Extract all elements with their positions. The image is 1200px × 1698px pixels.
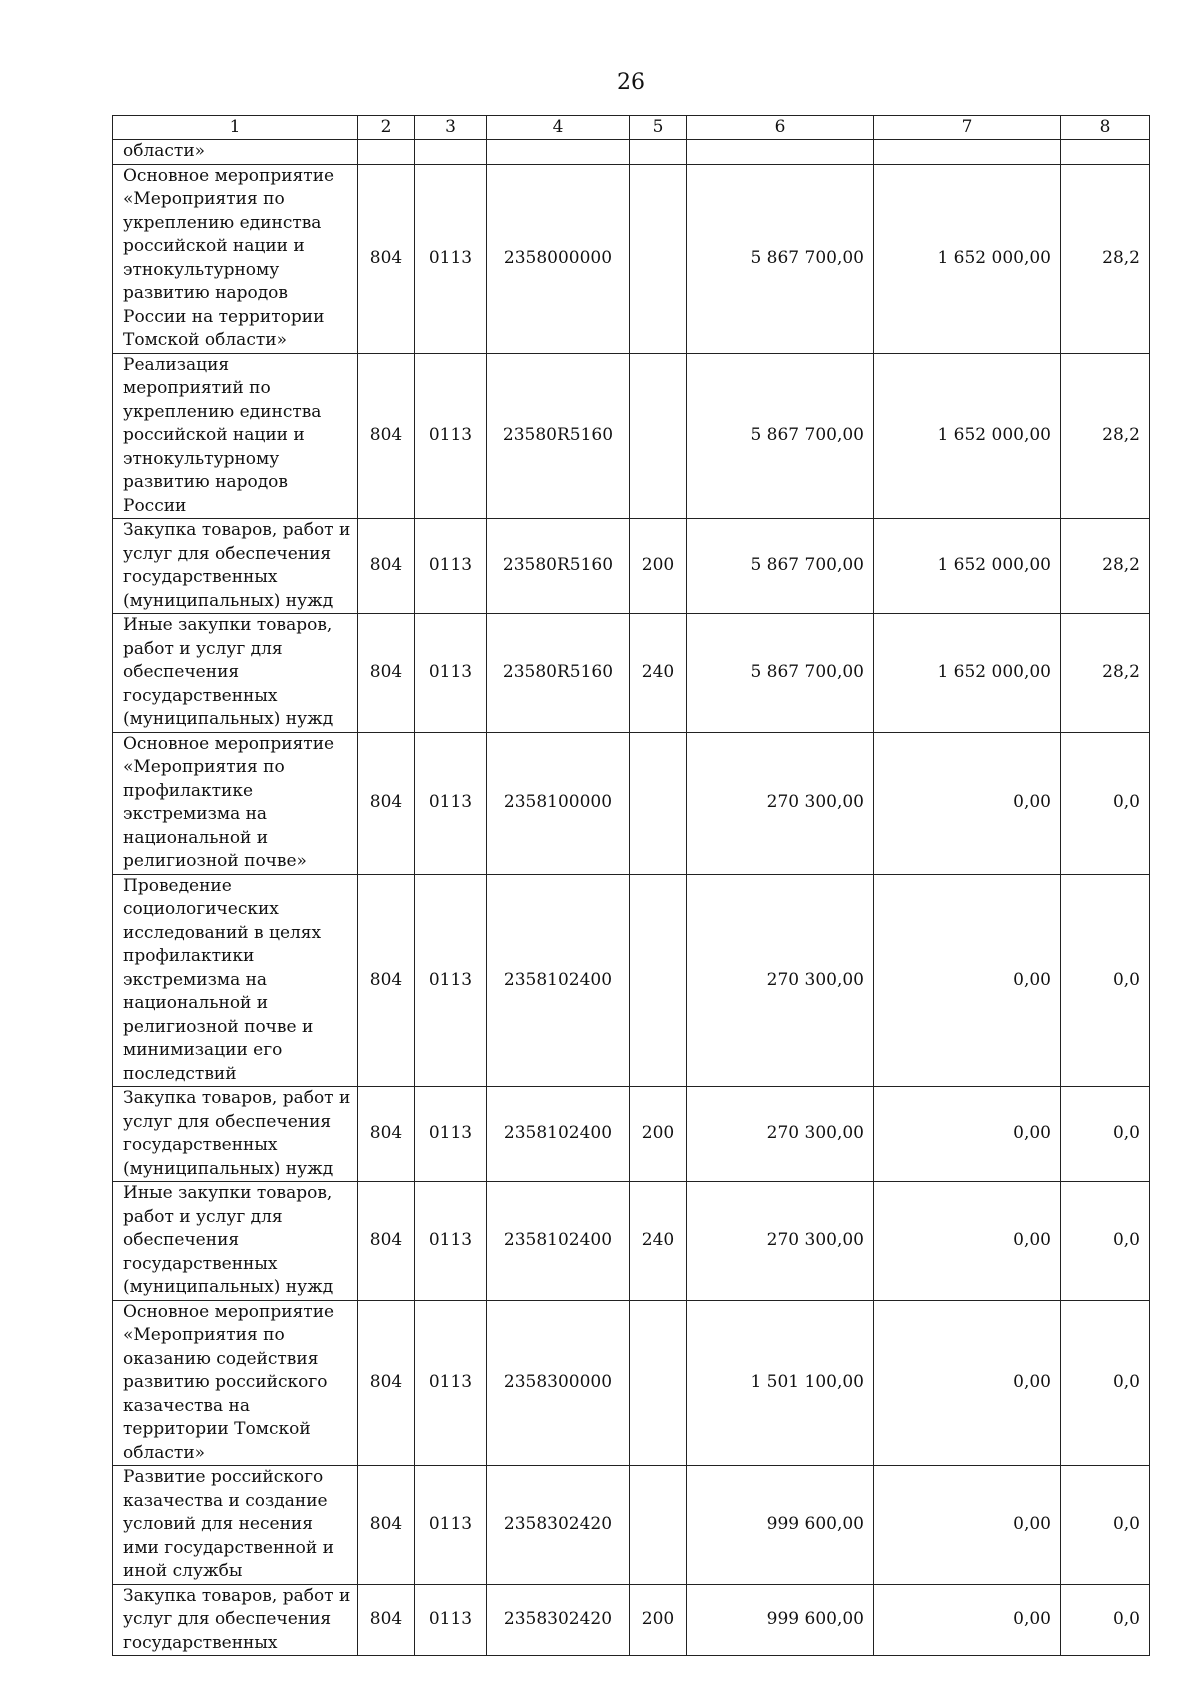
table-row [113,164,1150,353]
target-article-cell: 2358102400 [487,874,630,1087]
table-row [113,1182,1150,1301]
description-cell: Проведение социологических исследований в целях профилактики экстремизма на национальной и религиозной почве и минимизации его последствий [113,874,358,1087]
planned-amount-cell: 270 300,00 [687,874,874,1087]
table-row [113,140,1150,165]
section-code-cell: 0113 [415,1087,487,1182]
description-cell: области» [113,140,358,165]
description-cell: Иные закупки товаров, работ и услуг для обеспечения государственных (муниципальных) нужд [113,614,358,733]
planned-amount-cell: 999 600,00 [687,1466,874,1585]
description-cell: Реализация мероприятий по укреплению единства российской нации и этнокультурному развитию народов России [113,353,358,519]
column-header: 2 [358,116,415,140]
ministry-code-cell [358,140,415,165]
column-header: 4 [487,116,630,140]
description-cell: Основное мероприятие «Мероприятия по укреплению единства российской нации и этнокультурному развитию народов России на территории Томской области» [113,164,358,353]
percent-cell: 28,2 [1061,353,1150,519]
ministry-code-cell: 804 [358,874,415,1087]
section-code-cell: 0113 [415,1182,487,1301]
ministry-code-cell: 804 [358,1300,415,1466]
executed-amount-cell: 0,00 [874,1300,1061,1466]
table-row [113,874,1150,1087]
target-article-cell: 23580R5160 [487,353,630,519]
section-code-cell [415,140,487,165]
expense-type-cell [630,874,687,1087]
table-row [113,732,1150,874]
expense-type-cell: 200 [630,519,687,614]
description-cell: Иные закупки товаров, работ и услуг для обеспечения государственных (муниципальных) нужд [113,1182,358,1301]
table-row [113,353,1150,519]
percent-cell: 0,0 [1061,732,1150,874]
executed-amount-cell: 1 652 000,00 [874,164,1061,353]
ministry-code-cell: 804 [358,1466,415,1585]
target-article-cell: 2358302420 [487,1584,630,1656]
target-article-cell: 23580R5160 [487,519,630,614]
target-article-cell [487,140,630,165]
section-code-cell: 0113 [415,1466,487,1585]
description-cell: Закупка товаров, работ и услуг для обеспечения государственных [113,1584,358,1656]
expense-type-cell [630,164,687,353]
section-code-cell: 0113 [415,1300,487,1466]
ministry-code-cell: 804 [358,353,415,519]
executed-amount-cell: 1 652 000,00 [874,353,1061,519]
planned-amount-cell: 5 867 700,00 [687,519,874,614]
executed-amount-cell: 1 652 000,00 [874,519,1061,614]
target-article-cell: 2358100000 [487,732,630,874]
description-cell: Закупка товаров, работ и услуг для обеспечения государственных (муниципальных) нужд [113,1087,358,1182]
table-row [113,614,1150,733]
expense-type-cell [630,140,687,165]
column-header: 8 [1061,116,1150,140]
planned-amount-cell: 270 300,00 [687,732,874,874]
planned-amount-cell: 270 300,00 [687,1182,874,1301]
percent-cell: 0,0 [1061,1584,1150,1656]
description-cell: Закупка товаров, работ и услуг для обеспечения государственных (муниципальных) нужд [113,519,358,614]
expense-type-cell [630,1466,687,1585]
target-article-cell: 2358000000 [487,164,630,353]
table-row [113,519,1150,614]
table-row [113,1466,1150,1585]
section-code-cell: 0113 [415,874,487,1087]
executed-amount-cell: 0,00 [874,732,1061,874]
planned-amount-cell: 270 300,00 [687,1087,874,1182]
target-article-cell: 2358102400 [487,1087,630,1182]
ministry-code-cell: 804 [358,519,415,614]
column-header: 3 [415,116,487,140]
column-header: 6 [687,116,874,140]
description-cell: Развитие российского казачества и создание условий для несения ими государственной и иной службы [113,1466,358,1585]
target-article-cell: 2358300000 [487,1300,630,1466]
target-article-cell: 2358302420 [487,1466,630,1585]
expense-type-cell [630,732,687,874]
expense-type-cell [630,1300,687,1466]
percent-cell: 28,2 [1061,164,1150,353]
percent-cell: 0,0 [1061,1300,1150,1466]
table-row [113,1300,1150,1466]
ministry-code-cell: 804 [358,1182,415,1301]
section-code-cell: 0113 [415,732,487,874]
column-header: 1 [113,116,358,140]
planned-amount-cell: 1 501 100,00 [687,1300,874,1466]
percent-cell: 28,2 [1061,614,1150,733]
executed-amount-cell: 0,00 [874,1584,1061,1656]
percent-cell: 0,0 [1061,1087,1150,1182]
column-header: 7 [874,116,1061,140]
executed-amount-cell: 0,00 [874,1087,1061,1182]
description-cell: Основное мероприятие «Мероприятия по оказанию содействия развитию российского казачества на территории Томской области» [113,1300,358,1466]
expense-type-cell: 200 [630,1584,687,1656]
executed-amount-cell [874,140,1061,165]
planned-amount-cell: 999 600,00 [687,1584,874,1656]
percent-cell: 0,0 [1061,1466,1150,1585]
target-article-cell: 2358102400 [487,1182,630,1301]
section-code-cell: 0113 [415,353,487,519]
section-code-cell: 0113 [415,1584,487,1656]
column-header: 5 [630,116,687,140]
percent-cell: 28,2 [1061,519,1150,614]
planned-amount-cell [687,140,874,165]
executed-amount-cell: 0,00 [874,1182,1061,1301]
ministry-code-cell: 804 [358,164,415,353]
target-article-cell: 23580R5160 [487,614,630,733]
table-body [113,116,1150,1656]
percent-cell: 0,0 [1061,874,1150,1087]
ministry-code-cell: 804 [358,732,415,874]
expense-type-cell: 240 [630,614,687,733]
percent-cell [1061,140,1150,165]
budget-table [112,115,1150,1656]
percent-cell: 0,0 [1061,1182,1150,1301]
expense-type-cell: 240 [630,1182,687,1301]
executed-amount-cell: 0,00 [874,1466,1061,1585]
executed-amount-cell: 0,00 [874,874,1061,1087]
section-code-cell: 0113 [415,614,487,733]
planned-amount-cell: 5 867 700,00 [687,353,874,519]
expense-type-cell: 200 [630,1087,687,1182]
column-number-row [113,116,1150,140]
section-code-cell: 0113 [415,519,487,614]
table-row [113,1584,1150,1656]
page-number: 26 [617,70,645,95]
ministry-code-cell: 804 [358,614,415,733]
executed-amount-cell: 1 652 000,00 [874,614,1061,733]
table-row [113,1087,1150,1182]
ministry-code-cell: 804 [358,1584,415,1656]
description-cell: Основное мероприятие «Мероприятия по профилактике экстремизма на национальной и религиозной почве» [113,732,358,874]
planned-amount-cell: 5 867 700,00 [687,614,874,733]
section-code-cell: 0113 [415,164,487,353]
ministry-code-cell: 804 [358,1087,415,1182]
planned-amount-cell: 5 867 700,00 [687,164,874,353]
expense-type-cell [630,353,687,519]
